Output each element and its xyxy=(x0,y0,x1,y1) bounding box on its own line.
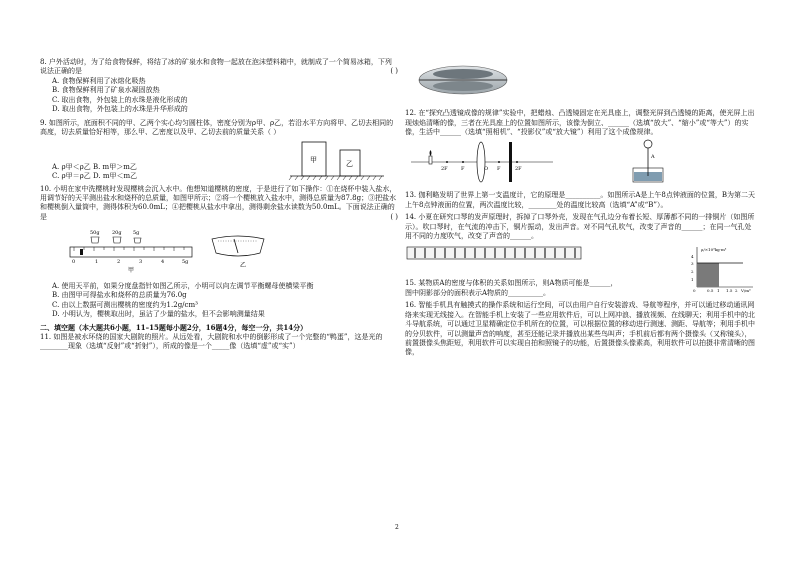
label-yi: 乙 xyxy=(346,159,353,168)
flask-label-a: A xyxy=(651,153,655,160)
q10-paren: ( ) xyxy=(390,212,398,221)
candle-flame xyxy=(430,150,432,156)
q15-density-chart xyxy=(677,243,757,293)
weight-50g: 50g xyxy=(90,230,100,237)
svg-text:0.5: 0.5 xyxy=(707,288,714,294)
screen xyxy=(509,142,512,182)
shaded-area xyxy=(697,263,719,287)
left-column xyxy=(40,58,398,352)
q10-balance-figure xyxy=(40,225,290,275)
svg-text:F: F xyxy=(461,165,465,172)
svg-text:2: 2 xyxy=(117,259,121,266)
svg-text:3: 3 xyxy=(139,259,143,266)
q15-text-continued: 图中阴影部分的面积表示A物质的__________。 xyxy=(405,288,551,297)
svg-text:1.5: 1.5 xyxy=(726,288,733,294)
q11-text: 11. 如图是被水环绕的国家大剧院的照片。从远处看，大剧院和水中的倒影形成了一个完整的“鸭蛋”，这是光的________现象（选填“反射”或“折射”），所成的像是一个_____像（选填“虚”或“实”） xyxy=(40,332,383,351)
q15-text: 15. 某物质A的密度与体积的关系如图所示，则A物质可能是______， xyxy=(405,279,618,288)
svg-text:2: 2 xyxy=(735,288,738,294)
svg-text:4: 4 xyxy=(691,254,694,260)
svg-text:4: 4 xyxy=(161,259,165,266)
weight-5g: 5g xyxy=(133,230,140,237)
q8-option-c: C. 取出食物，外包装上的水珠是液化形成的 xyxy=(52,95,188,104)
x-axis-label: V/m³ xyxy=(741,288,751,294)
q14-text: 14. 小夏在研究口琴的发声原理时，拆掉了口琴外壳，发现在气孔边分布着长短、厚薄都不同的一排铜片（如图所示）。吹口琴时，在气流的冲击下，铜片振动，发出声音。对不同气孔吹气，改变了声音的______；在同一气孔处用不同的力度吹气，改变了声音的______。 xyxy=(405,213,755,240)
q12-optics-figure xyxy=(405,138,745,188)
svg-text:2: 2 xyxy=(691,269,694,275)
page-number: 2 xyxy=(395,524,399,531)
label-yi-10: 乙 xyxy=(240,262,247,270)
label-jia-10: 甲 xyxy=(128,267,135,275)
q8-option-d: D. 取出食物，外包装上的水珠是升华形成的 xyxy=(52,105,188,114)
candle xyxy=(429,156,432,164)
thermoscope-bulb xyxy=(644,140,652,148)
q12-text: 12. 在“探究凸透镜成像的规律”实验中，把蜡烛、凸透镜固定在光具座上，调整光屏到凸透镜的距离，使光屏上出现烛焰清晰的像，三者在光具座上的位置如图所示，该像为倒立、______（选填“放大”、“缩小”或“等大”）的实像，生活中______（选填“照相机”、“投影仪”或“放大镜”）利用了这个成像规律。 xyxy=(405,109,755,137)
svg-text:2F: 2F xyxy=(515,165,522,172)
y-axis-label: ρ/×10³kg·m³ xyxy=(701,247,727,253)
q9-option-cd: C. ρ甲＝ρ乙 D. m甲＜m乙 xyxy=(52,172,138,181)
svg-text:0: 0 xyxy=(72,259,76,266)
svg-text:F: F xyxy=(497,165,501,172)
svg-text:0: 0 xyxy=(693,288,696,294)
convex-lens xyxy=(477,142,485,182)
q9-cylinders-figure xyxy=(288,138,398,182)
label-jia: 甲 xyxy=(310,155,317,164)
q8-option-b: B. 食物保鲜利用了矿泉水凝固放热 xyxy=(52,86,160,95)
q8-text: 8. 户外活动时，为了给食物保鲜，将结了冰的矿泉水和食物一起放在泡沫塑料箱中，就制成了一个简易冰箱，下列说法正确的是 ( ) xyxy=(40,58,398,76)
q13-text: 13. 伽利略发明了世界上第一支温度计，它的原理是__________。如图所示A是上午8点钟液面的位置，B为第二天上午8点钟液面的位置，两次温度比较，________处的温度比较高（选填“A”或“B”）。 xyxy=(405,191,756,209)
svg-text:1: 1 xyxy=(691,277,694,283)
q10-option-d: D. 小明认为，樱桃取出时，虽沾了少量的盐水，但不会影响测量结果 xyxy=(52,310,265,318)
q9-option-ab: A. ρ甲＜ρ乙 B. m甲＞m乙 xyxy=(52,162,137,171)
right-column xyxy=(405,58,757,358)
q8-option-a: A. 食物保鲜利用了冰熔化吸热 xyxy=(52,76,146,85)
svg-text:5g: 5g xyxy=(182,259,189,266)
balance-scale-bar xyxy=(70,247,192,257)
grand-theatre-photo xyxy=(413,58,513,102)
q10-option-a: A. 使用天平前，如果分度盘指针如图乙所示，小明可以向左调节平衡螺母使横梁平衡 xyxy=(52,281,314,290)
harmonica-reeds-figure xyxy=(405,243,585,263)
svg-text:3: 3 xyxy=(691,261,694,267)
q10-option-c: C. 由以上数据可测出樱桃的密度约为1.2g/cm³ xyxy=(52,300,198,309)
svg-text:2F: 2F xyxy=(441,165,448,172)
q9-text: 9. 如图所示，底面积不同的甲、乙两个实心均匀圆柱体，密度分别为ρ甲、ρ乙，若沿水平方向将甲、乙切去相同的高度，切去质量恰好相等，那么甲、乙密度以及甲、乙切去前的质量关系（ ） xyxy=(40,118,394,137)
q10-option-b: B. 由图甲可得盐水和烧杯的总质量为76.0g xyxy=(52,291,187,300)
svg-text:O: O xyxy=(484,165,489,172)
svg-text:1: 1 xyxy=(717,288,720,294)
weight-20g: 20g xyxy=(112,230,122,237)
svg-text:1: 1 xyxy=(95,259,99,266)
section-fill-in-title: 二、填空题（本大题共6小题，11–15题每小题2分，16题4分，每空一分，共14分） xyxy=(40,323,308,333)
q16-text: 16. 智能手机具有触摸式的操作系统和运行空间，可以由用户自行安装游戏、导航等程序，并可以通过移动通讯网络来实现无线接入。在智能手机上安装了一些应用软件后，可以上网冲浪、播放视频、在线聊天；利用手机中的北斗导航系统，可以通过卫星精确定位手机所在的位置，可以根据位置的移动进行测速、测距、导航等；利用手机中的分贝软件，可以测量声音的响度，甚至还能记录并播放出某些鸟叫声；手机前后都有两个摄像头（又称镜头），前置摄像头焦距短，利用软件可以实现自拍和照镜子的功能，后置摄像头像素高，利用软件可以拍摄非常清晰的图像， xyxy=(405,301,755,357)
q10-text: 10. 小明在家中洗樱桃时发现樱桃会沉入水中。他想知道樱桃的密度，于是进行了如下操作：①在烧杯中装入盐水，用调节好的天平测出盐水和烧杯的总质量，如图甲所示；②将一个樱桃放入盐水中，测得总质量为87.8g；③把盐水和樱桃倒入量筒中，测得体积为60.0mL；④把樱桃从盐水中拿出，测得剩余盐水读数为50.0mL。下面说法正确的是 ( ) xyxy=(40,184,398,221)
q8-paren: ( ) xyxy=(390,67,398,76)
